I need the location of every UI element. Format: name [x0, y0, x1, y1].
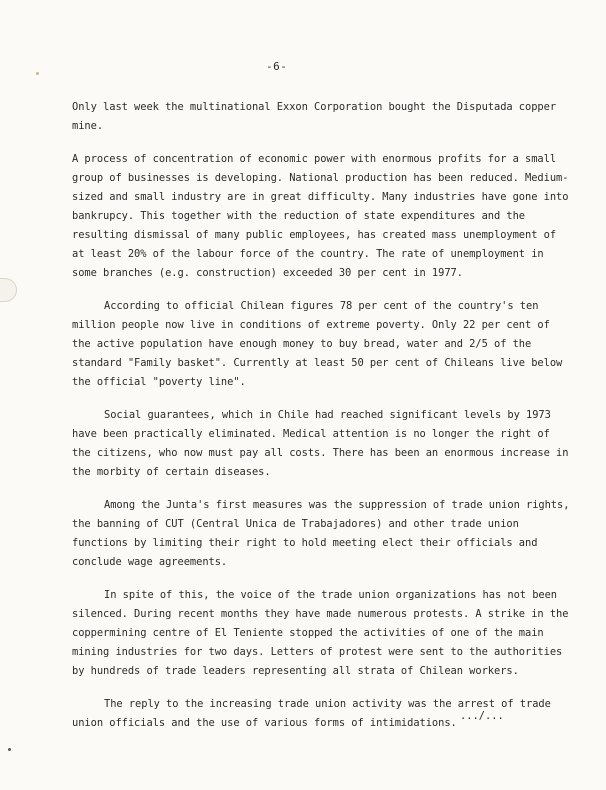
paragraph-exxon: Only last week the multinational Exxon Corporation bought the Disputada copper mine.: [72, 101, 557, 132]
paper-speck: [8, 748, 11, 751]
paragraph-social-guarantees: Social guarantees, which in Chile had reached significant levels by 1973 have been practically eliminated. Medical attention is no longer the right of the citizens, who now must pay all costs. There has been an enormous increase in the morbity of certain diseases.: [72, 409, 569, 478]
paragraph-concentration: A process of concentration of economic power with enormous profits for a small group of businesses is developing. National production has been reduced. Medium-sized and small industry are in great difficulty. Many industries have gone into bankrupcy. This together with the reduction of state expenditures and the resulting dismissal of many public employees, has created mass unemployment of at least 20% of the labour force of the country. The rate of unemployment in some branches (e.g. construction) exceeded 30 per cent in 1977.: [72, 153, 569, 279]
paragraph-trade-union-protests: In spite of this, the voice of the trade union organizations has not been silenced. During recent months they have made numerous protests. A strike in the coppermining centre of El Teniente stopped the activities of one of the main mining industries for two days. Letters of protest were sent to the authorities by hundreds of trade leaders representing all strata of Chilean workers.: [72, 589, 569, 677]
paragraph-junta-measures: Among the Junta's first measures was the suppression of trade union rights, the banning of CUT (Central Unica de Trabajadores) and other trade union functions by limiting their right to hold meeting elect their officials and conclude wage agreements.: [72, 499, 570, 568]
paragraph-reply: The reply to the increasing trade union activity was the arrest of trade union officials and the use of various forms of intimidations.: [72, 698, 551, 729]
paper-speck: [36, 72, 39, 75]
paragraph-poverty: According to official Chilean figures 78 per cent of the country's ten million people now live in conditions of extreme poverty. Only 22 per cent of the active population have enough money to buy bread, water and 2/5 of the standard "Family basket". Currently at least 50 per cent of Chileans live below the official "poverty line".: [72, 300, 563, 388]
continuation-mark: .../...: [460, 710, 504, 722]
page-number: -6-: [266, 60, 288, 73]
document-body: [72, 98, 572, 747]
binding-punch-mark: [0, 278, 17, 302]
